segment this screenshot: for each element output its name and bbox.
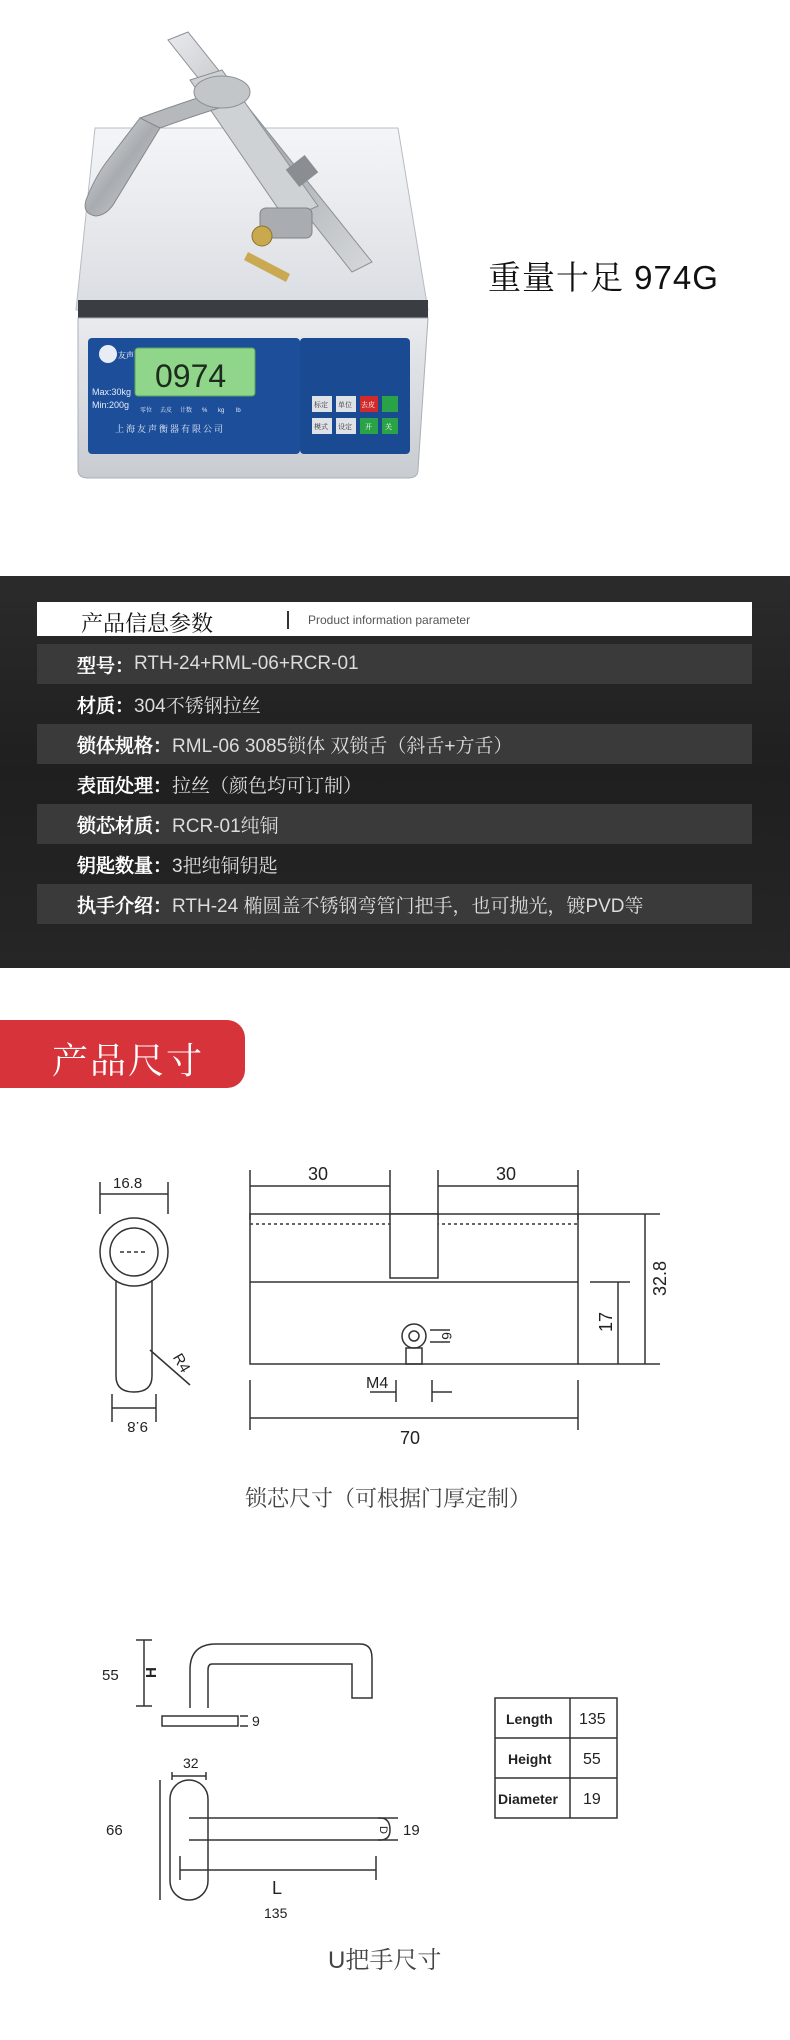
dim-h-letter: H	[143, 1667, 160, 1678]
scale-display: 0974	[155, 358, 227, 394]
svg-text:计数: 计数	[180, 408, 193, 414]
cylinder-dimension-drawing	[0, 1140, 790, 1470]
dim-rose-width: 32	[183, 1755, 199, 1771]
svg-text:标定: 标定	[314, 402, 328, 409]
spec-value: 拉丝（颜色均可订制）	[172, 775, 363, 797]
handle-dimension-drawing	[0, 1630, 790, 1920]
dimension-banner	[0, 1020, 245, 1088]
dim-right: 30	[496, 1164, 517, 1184]
scale-max: Max:30kg	[92, 387, 132, 397]
weight-label: 重量十足 974G	[488, 259, 719, 296]
dim-hole: 6	[439, 1332, 455, 1340]
spec-key: 锁体规格：	[77, 735, 173, 757]
spec-row-material	[37, 684, 752, 724]
table-value: 135	[579, 1711, 606, 1728]
spec-row-finish	[37, 764, 752, 804]
dim-h-value: 55	[102, 1667, 119, 1684]
spec-value: 304不锈钢拉丝	[134, 695, 261, 717]
dim-l-value: 135	[264, 1905, 288, 1920]
handle-caption: U把手尺寸	[328, 1947, 442, 1974]
dim-height: 32.8	[650, 1260, 670, 1296]
spec-value: RML-06 3085锁体 双锁舌（斜舌+方舌）	[172, 735, 513, 757]
spec-key: 钥匙数量：	[77, 855, 173, 877]
dim-left: 30	[308, 1164, 329, 1184]
spec-value: 3把纯铜钥匙	[172, 855, 278, 877]
svg-text:kg: kg	[218, 408, 225, 414]
spec-row-model	[37, 644, 752, 684]
dim-side-width: 16.8	[113, 1175, 143, 1192]
spec-panel	[0, 576, 790, 968]
table-value: 55	[583, 1751, 601, 1768]
spec-row-lock-body	[37, 724, 752, 764]
dim-screw: M4	[366, 1375, 389, 1392]
dimension-title: 产品尺寸	[52, 1040, 205, 1081]
spec-header	[37, 602, 752, 636]
product-photo-section	[0, 0, 790, 570]
spec-key: 锁芯材质：	[77, 815, 173, 837]
svg-text:零位: 零位	[140, 408, 153, 414]
dim-d-value: 19	[403, 1822, 420, 1839]
dim-d-letter: D	[377, 1826, 389, 1834]
spec-row-cylinder	[37, 804, 752, 844]
table-name: Height	[508, 1751, 552, 1767]
dim-bottom-width: 9.8	[127, 1418, 148, 1435]
table-name: Length	[506, 1711, 553, 1727]
spec-key: 执手介绍：	[77, 895, 173, 917]
table-value: 19	[583, 1791, 601, 1808]
dim-total: 70	[400, 1428, 421, 1448]
spec-subtitle: Product information parameter	[308, 613, 471, 627]
svg-text:去皮: 去皮	[160, 408, 173, 414]
handle-spec-table	[498, 1711, 606, 1808]
spec-value: RTH-24 椭圆盖不锈钢弯管门把手，也可抛光，镀PVD等	[172, 895, 644, 917]
svg-text:设定: 设定	[338, 424, 352, 431]
spec-row-handle	[37, 884, 752, 924]
spec-value: RCR-01纯铜	[172, 815, 279, 837]
cylinder-caption: 锁芯尺寸（可根据门厚定制）	[245, 1486, 532, 1511]
spec-key: 表面处理：	[77, 775, 173, 797]
dim-radius: R4	[169, 1350, 194, 1376]
dim-rose-height: 66	[106, 1822, 123, 1839]
spec-title: 产品信息参数	[81, 611, 214, 636]
spec-row-keys	[37, 844, 752, 884]
spec-key: 材质：	[77, 695, 135, 717]
dim-l-letter: L	[272, 1878, 283, 1898]
svg-text:%: %	[202, 408, 208, 414]
scale-company: 上海友声衡器有限公司	[115, 424, 226, 434]
table-name: Diameter	[498, 1791, 558, 1807]
svg-text:开: 开	[365, 424, 372, 431]
svg-text:模式: 模式	[314, 424, 328, 431]
svg-text:lb: lb	[236, 408, 241, 414]
svg-text:单位: 单位	[338, 402, 352, 409]
spec-key: 型号：	[77, 655, 135, 677]
spec-value: RTH-24+RML-06+RCR-01	[134, 653, 359, 674]
title-divider	[287, 611, 289, 629]
svg-text:关: 关	[385, 424, 392, 431]
spec-list	[37, 644, 752, 924]
svg-text:去皮: 去皮	[361, 402, 375, 409]
dim-thickness: 9	[252, 1713, 260, 1729]
dim-mid-height: 17	[596, 1311, 616, 1332]
scale-min: Min:200g	[92, 400, 130, 410]
scale-brand: 友声	[118, 351, 134, 360]
